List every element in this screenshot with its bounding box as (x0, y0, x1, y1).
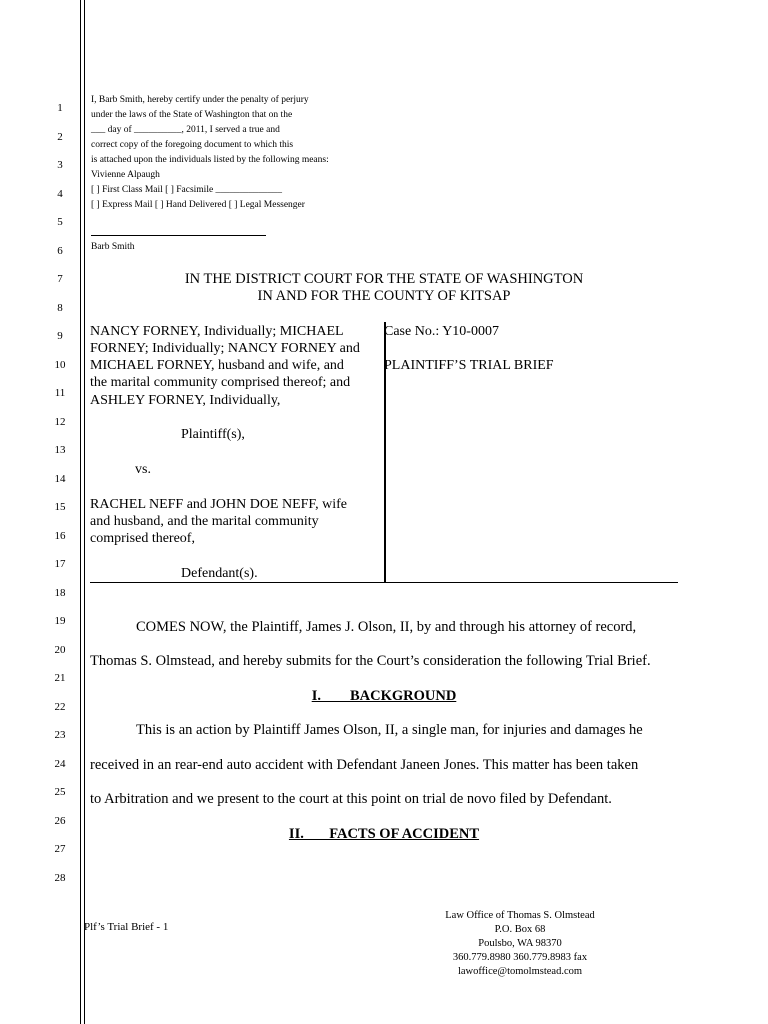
plaintiffs-text: FORNEY; Individually; NANCY FORNEY and (90, 341, 360, 356)
line-number: 12 (54, 416, 66, 428)
versus-label: vs. (135, 462, 151, 477)
line-number: 3 (57, 159, 63, 171)
line-number: 10 (54, 359, 66, 371)
certificate-line: is attached upon the individuals listed by the following means: (91, 155, 329, 165)
line-number: 15 (54, 501, 66, 513)
case-number: Case No.: Y10-0007 (384, 324, 499, 339)
plaintiffs-text: MICHAEL FORNEY, husband and wife, and (90, 358, 344, 373)
certificate-line: Vivienne Alpaugh (91, 170, 160, 180)
line-number: 4 (57, 188, 63, 200)
background-paragraph-line: to Arbitration and we present to the court at this point on trial de novo filed by Defendant. (90, 791, 612, 807)
left-margin-rule-outer (80, 0, 81, 1024)
background-paragraph-line: received in an rear-end auto accident with Defendant Janeen Jones. This matter has been taken (90, 757, 639, 773)
law-office-email: lawoffice@tomolmstead.com (457, 966, 583, 977)
line-number: 28 (54, 872, 66, 884)
court-name: IN THE DISTRICT COURT FOR THE STATE OF WASHINGTON (184, 271, 584, 287)
line-number: 1 (57, 102, 63, 114)
law-office-phone: 360.779.8980 360.779.8983 fax (452, 952, 588, 963)
caption-divider-horizontal (90, 582, 678, 583)
plaintiff-label: Plaintiff(s), (181, 427, 245, 442)
line-number: 5 (57, 216, 63, 228)
law-office-name: Law Office of Thomas S. Olmstead (445, 910, 595, 921)
line-number: 8 (57, 302, 63, 314)
section-heading-facts-text: II. FACTS OF ACCIDENT (288, 826, 480, 842)
left-margin-rule-inner (84, 0, 85, 1024)
line-number: 9 (57, 330, 63, 342)
court-county: IN AND FOR THE COUNTY OF KITSAP (257, 288, 511, 304)
section-heading-background (90, 688, 678, 705)
defendants-text: comprised thereof, (90, 531, 195, 546)
line-number: 22 (54, 701, 66, 713)
law-office-box: P.O. Box 68 (494, 924, 546, 935)
certificate-line: under the laws of the State of Washington that on the (91, 110, 293, 120)
plaintiffs-text: the marital community comprised thereof; and (90, 375, 351, 390)
line-number: 20 (54, 644, 66, 656)
section-heading-background-text: I. BACKGROUND (311, 688, 457, 704)
certificate-line: ___ day of __________, 2011, I served a true and (91, 125, 280, 135)
line-number: 27 (54, 843, 66, 855)
background-paragraph-line: This is an action by Plaintiff James Olson, II, a single man, for injuries and damages he (136, 722, 643, 738)
certificate-service-options: [ ] Express Mail [ ] Hand Delivered [ ] Legal Messenger (91, 200, 305, 210)
line-number: 21 (54, 672, 66, 684)
plaintiffs-text: ASHLEY FORNEY, Individually, (90, 393, 281, 408)
document-title: PLAINTIFF’S TRIAL BRIEF (384, 358, 554, 373)
line-number: 25 (54, 786, 66, 798)
line-number: 24 (54, 758, 66, 770)
line-number: 18 (54, 587, 66, 599)
line-number: 17 (54, 558, 66, 570)
line-number: 13 (54, 444, 66, 456)
certificate-line: I, Barb Smith, hereby certify under the penalty of perjury (91, 95, 309, 105)
defendants-text: and husband, and the marital community (90, 514, 319, 529)
defendant-label: Defendant(s). (181, 566, 258, 581)
line-number: 7 (57, 273, 63, 285)
line-number: 16 (54, 530, 66, 542)
intro-paragraph-line: COMES NOW, the Plaintiff, James J. Olson, II, by and through his attorney of record, (136, 619, 637, 635)
section-heading-facts (90, 826, 678, 843)
line-number: 2 (57, 131, 63, 143)
certificate-service-options: [ ] First Class Mail [ ] Facsimile ______________ (91, 185, 283, 195)
footer-page-label: Plf’s Trial Brief - 1 (84, 921, 169, 933)
line-number: 23 (54, 729, 66, 741)
plaintiffs-text: NANCY FORNEY, Individually; MICHAEL (90, 324, 344, 339)
defendants-text: RACHEL NEFF and JOHN DOE NEFF, wife (90, 497, 347, 512)
certificate-line: correct copy of the foregoing document to which this (91, 140, 294, 150)
footer-law-office (420, 909, 620, 979)
line-number: 6 (57, 245, 63, 257)
law-office-city: Poulsbo, WA 98370 (478, 938, 562, 949)
line-number: 11 (54, 387, 66, 399)
line-number: 14 (54, 473, 66, 485)
signature-line (91, 235, 266, 236)
intro-paragraph-line: Thomas S. Olmstead, and hereby submits for the Court’s consideration the following Trial Brief. (90, 653, 651, 669)
certificate-signer: Barb Smith (91, 242, 135, 252)
line-number: 26 (54, 815, 66, 827)
line-number: 19 (54, 615, 66, 627)
